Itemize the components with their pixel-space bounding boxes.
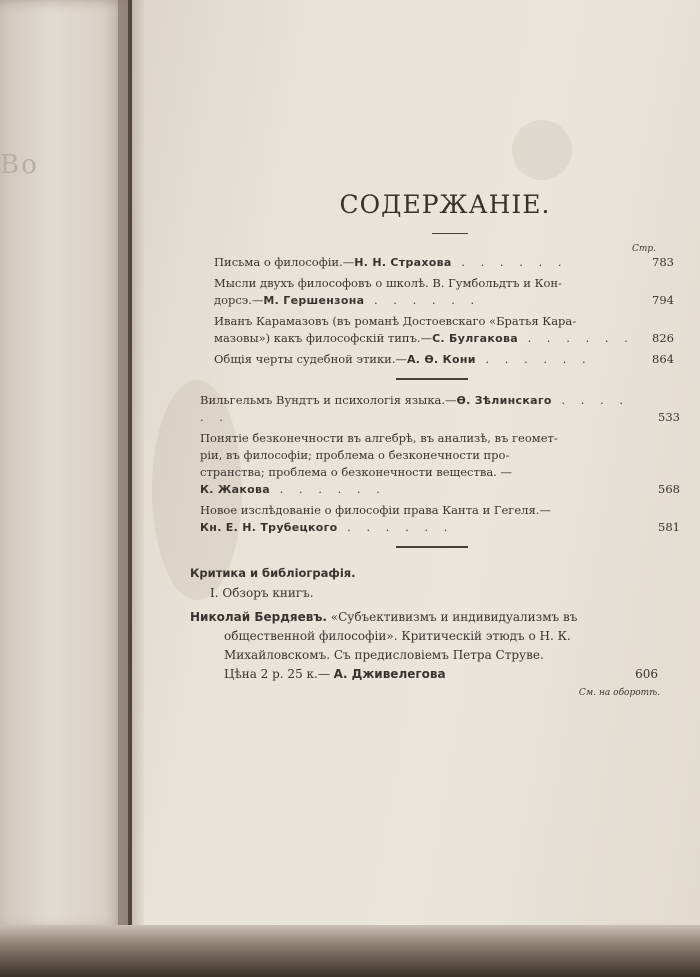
leader-dots: . . . . . . xyxy=(364,293,481,307)
toc-entry xyxy=(214,275,674,309)
book-price: Цѣна 2 р. 25 к.— xyxy=(224,667,330,681)
page-number: 864 xyxy=(652,352,674,366)
critique-heading: Критика и библіографія. xyxy=(190,566,356,580)
page-number: 783 xyxy=(652,255,674,269)
toc-group-2 xyxy=(190,392,680,536)
book-title-line: «Субъективизмъ и индивидуализмъ въ xyxy=(330,610,578,624)
toc-group-1 xyxy=(190,254,674,368)
page-column-heading: Стр. xyxy=(631,244,656,254)
entry-text: странства; проблема о безконечности вещества. — xyxy=(200,465,512,479)
entry-author: К. Жакова xyxy=(200,483,270,496)
leader-dots: . . . . . . xyxy=(451,255,568,269)
toc-entry xyxy=(214,351,674,368)
page-title: СОДЕРЖАНІЕ. xyxy=(339,190,551,219)
page-number: 794 xyxy=(652,293,674,307)
entry-dash: — xyxy=(395,352,407,366)
entry-dash: — xyxy=(445,393,457,407)
page-number: 568 xyxy=(658,482,680,496)
leader-dots: . . . . . . xyxy=(337,520,454,534)
leader-dots: . . . . . . xyxy=(517,331,634,345)
reviewer-name: А. Дживелегова xyxy=(333,667,446,681)
page-number: 606 xyxy=(635,667,658,681)
page-number: 581 xyxy=(658,520,680,534)
spine-text: Во xyxy=(0,150,39,180)
entry-author: Кн. Е. Н. Трубецкого xyxy=(200,521,338,534)
book-review-subheading: I. Обзоръ книгъ. xyxy=(210,586,314,600)
toc-entry xyxy=(200,502,680,536)
leader-dots: . . . . . . xyxy=(200,393,630,424)
entry-text: Общія черты судебной этики. xyxy=(214,352,396,366)
continued-note: См. на оборотѣ. xyxy=(578,688,660,698)
entry-text: дорсэ. xyxy=(214,293,252,307)
entry-author: М. Гершензона xyxy=(263,294,365,307)
entry-author: С. Булгакова xyxy=(432,332,518,345)
entry-text: Понятіе безконечности въ алгебрѣ, въ анализѣ, въ геомет- xyxy=(200,431,558,445)
entry-dash: — xyxy=(342,255,355,269)
page-edge xyxy=(0,925,700,977)
left-page xyxy=(0,0,128,930)
entry-author: А. Ѳ. Кони xyxy=(406,353,476,366)
divider xyxy=(396,546,468,548)
leader-dots: . . . . . . xyxy=(475,352,592,366)
entry-dash: — xyxy=(420,331,433,345)
toc-entry xyxy=(214,254,674,271)
divider xyxy=(432,233,468,234)
page-number: 533 xyxy=(658,410,680,424)
entry-text: Иванъ Карамазовъ (въ романѣ Достоевскаго «Братья Кара- xyxy=(214,314,577,328)
book-title-line: общественной философіи». Критическій этюдъ о Н. К. xyxy=(224,629,571,643)
book-title-line: Михайловскомъ. Съ предисловіемъ Петра Струве. xyxy=(224,648,544,662)
entry-text: мазовы») какъ философскій типъ. xyxy=(214,331,421,345)
entry-text: ріи, въ философіи; проблема о безконечности про- xyxy=(200,448,510,462)
entry-text: Письма о философіи. xyxy=(214,255,343,269)
entry-text: Мысли двухъ философовъ о школѣ. В. Гумбольдтъ и Кон- xyxy=(214,276,562,290)
leader-dots: . . . . . . xyxy=(270,482,386,496)
toc-entry xyxy=(214,313,674,347)
divider xyxy=(396,378,468,380)
book-author: Николай Бердяевъ. xyxy=(190,610,327,624)
toc-entry xyxy=(200,430,680,498)
entry-dash: — xyxy=(251,293,264,307)
toc-entry xyxy=(200,392,680,426)
entry-author: Н. Н. Страхова xyxy=(354,256,452,269)
entry-text: Новое изслѣдованіе о философіи права Канта и Гегеля.— xyxy=(200,503,551,517)
entry-author: Ѳ. Зѣлинскаго xyxy=(456,394,552,407)
book-review-entry xyxy=(190,608,658,684)
table-of-contents xyxy=(190,190,680,698)
page-gutter xyxy=(118,0,144,930)
page-number: 826 xyxy=(652,331,674,345)
paper-stain xyxy=(512,120,572,180)
entry-text: Вильгельмъ Вундтъ и психологія языка. xyxy=(200,393,446,407)
